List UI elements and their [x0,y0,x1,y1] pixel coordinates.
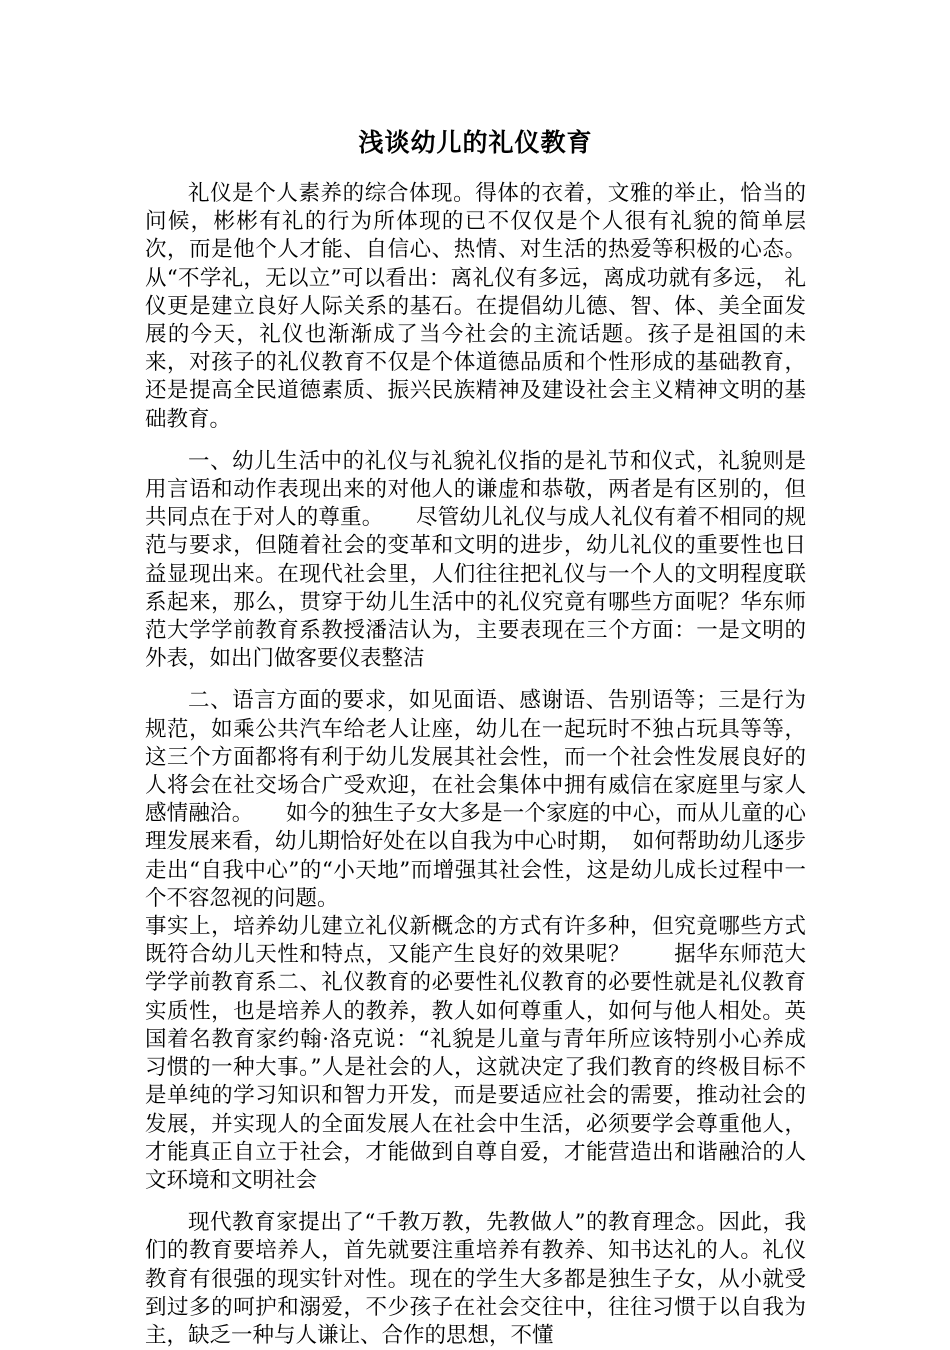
paragraph-necessity: 事实上，培养幼儿建立礼仪新概念的方式有许多种，但究竟哪些方式既符合幼儿天性和特点，又能产生良好的效果呢？ 据华东师范大学学前教育系二、礼仪教育的必要性礼仪教育的必要性就是礼仪教育实质性，也是培养人的教养，教人如何尊重人，如何与他人相处。英国着名教育家约翰·洛克说：“礼貌是儿童与青年所应该特别小心养成习惯的一种大事。”人是社会的人，这就决定了我们教育的终极目标不是单纯的学习知识和智力开发，而是要适应社会的需要，推动社会的发展，并实现人的全面发展人在社会中生活，必须要学会尊重他人，才能真正自立于社会，才能做到自尊自爱，才能营造出和谐融洽的人文环境和文明社会 [145,914,806,1193]
paragraph-modern-education: 现代教育家提出了“千教万教，先教做人”的教育理念。因此，我们的教育要培养人，首先就要注重培养有教养、知书达礼的人。礼仪教育有很强的现实针对性。现在的学生大多都是独生子女，从小就受到过多的呵护和溺爱，不少孩子在社会交往中，往往习惯于以自我为主，缺乏一种与人谦让、合作的思想，不懂 [145,1210,806,1348]
paragraph-etiquette-manners: 一、幼儿生活中的礼仪与礼貌礼仪指的是礼节和仪式，礼貌则是用言语和动作表现出来的对他人的谦虚和恭敬，两者是有区别的，但共同点在于对人的尊重。 尽管幼儿礼仪与成人礼仪有着不相同的规范与要求，但随着社会的变革和文明的进步，幼儿礼仪的重要性也日益显现出来。在现代社会里，人们往往把礼仪与一个人的文明程度联系起来，那么，贯穿于幼儿生活中的礼仪究竟有哪些方面呢？华东师范大学学前教育系教授潘洁认为，主要表现在三个方面：一是文明的外表，如出门做客要仪表整洁 [145,448,806,672]
paragraph-language-requirements: 二、语言方面的要求，如见面语、感谢语、告别语等；三是行为规范，如乘公共汽车给老人让座，幼儿在一起玩时不独占玩具等等，这三个方面都将有利于幼儿发展其社会性，而一个社会性发展良好的人将会在社交场合广受欢迎，在社会集体中拥有威信在家庭里与家人感情融洽。 如今的独生子女大多是一个家庭的中心，而从儿童的心理发展来看，幼儿期恰好处在以自我为中心时期， 如何帮助幼儿逐步走出“自我中心”的“小天地”而增强其社会性，这是幼儿成长过程中一个不容忽视的问题。 [145,688,806,911]
document-page [145,128,806,1350]
document-title: 浅谈幼儿的礼仪教育 [358,128,593,157]
paragraph-intro: 礼仪是个人素养的综合体现。得体的衣着，文雅的举止，恰当的问候，彬彬有礼的行为所体现的已不仅仅是个人很有礼貌的简单层次，而是他个人才能、自信心、热情、对生活的热爱等积极的心态。从“不学礼，无以立”可以看出：离礼仪有多远，离成功就有多远， 礼仪更是建立良好人际关系的基石。在提倡幼儿德、智、体、美全面发展的今天，礼仪也渐渐成了当今社会的主流话题。孩子是祖国的未来，对孩子的礼仪教育不仅是个体道德品质和个性形成的基础教育，还是提高全民道德素质、振兴民族精神及建设社会主义精神文明的基础教育。 [145,181,806,432]
